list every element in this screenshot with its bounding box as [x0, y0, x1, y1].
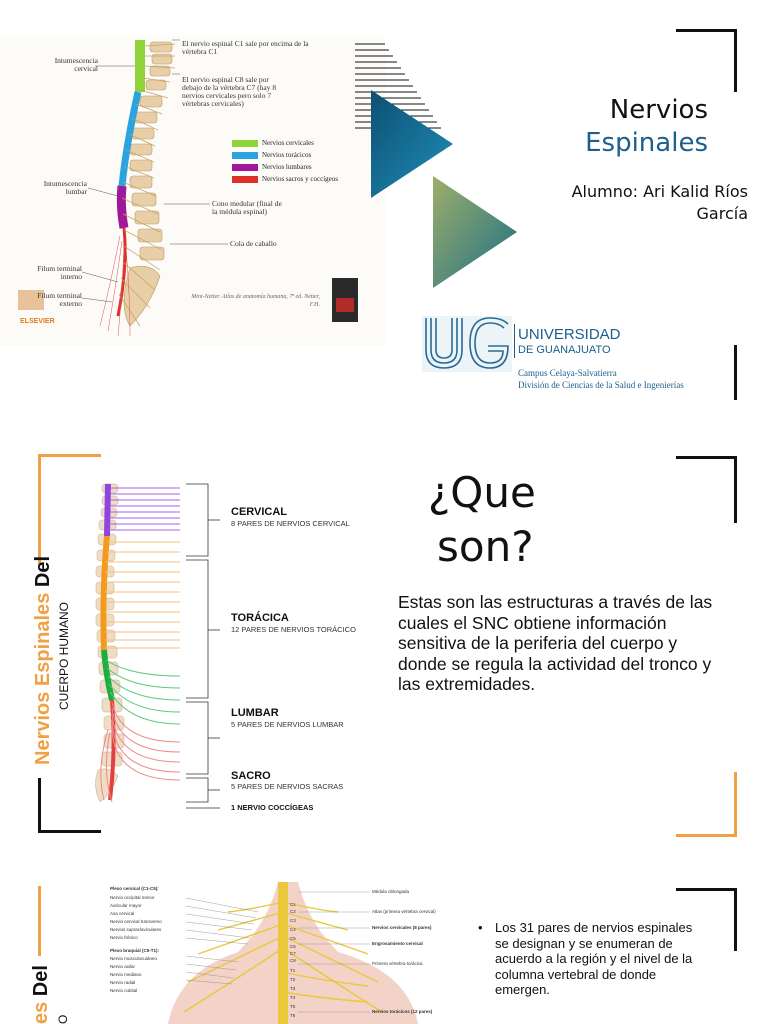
- spine-diagram: [90, 480, 220, 810]
- corner-bracket: [676, 29, 737, 92]
- figure-label: Plexo cervical (C1-C5):: [110, 886, 159, 891]
- vertebra-label: T5: [290, 1004, 296, 1009]
- group-cervical-name: CERVICAL: [231, 506, 288, 518]
- vertebra-label: C4: [290, 927, 296, 932]
- bullet-dot-icon: •: [478, 920, 483, 935]
- campus-name: Campus Celaya-Salvatierra: [518, 368, 617, 378]
- figure-label: Nervio mediano: [110, 972, 142, 977]
- vertebra-label: T3: [290, 986, 296, 991]
- vertical-subtitle: CUERPO HUMANO: [57, 601, 71, 710]
- figure-label: Nervio occipital menor: [110, 895, 155, 900]
- vertebra-label: T6: [290, 1013, 296, 1018]
- label-cervical-enlargement: Intumescencia cervical: [54, 56, 98, 73]
- left-bracket-top: [38, 886, 41, 956]
- group-sacral-sub: 5 PARES DE NERVIOS SACRAS: [231, 782, 344, 791]
- note-c8: El nervio espinal C8 sale por debajo de la vértebra C7 (hay 8 nervios cervicales pero solo 7 vértebras cervicales): [182, 75, 277, 108]
- group-lumbar-sub: 5 PARES DE NERVIOS LUMBAR: [231, 720, 344, 729]
- group-coccyx-name: 1 NERVIO COCCÍGEAS: [231, 803, 314, 812]
- figure-label: Plexo braquial (C5-T1):: [110, 948, 160, 953]
- label-conus: Cono medular (final de la médula espinal): [212, 199, 282, 216]
- bullet-text: Los 31 pares de nervios espinales se designan y se enumeran de acuerdo a la región y el nivel de la columna vertebral de donde emergen.: [495, 920, 693, 997]
- corner-bracket: [676, 888, 737, 951]
- group-sacral-name: SACRO: [231, 770, 271, 782]
- triangle-shape: [433, 176, 517, 288]
- vertebra-label: T4: [290, 995, 296, 1000]
- division-name: División de Ciencias de la Salud e Ingenierías: [518, 380, 684, 390]
- figure-label: Nervio cervical transverso: [110, 919, 162, 924]
- slide-title-line1: Nervios: [609, 95, 708, 125]
- label-filum-external: Filum terminal externo: [37, 291, 82, 308]
- legend-swatch-cervical: [232, 140, 258, 147]
- figure-label: Nervio radial: [110, 980, 136, 985]
- corner-bracket: [676, 772, 737, 837]
- section-body: Estas son las estructuras a través de las cuales el SNC obtiene información sensitiva de la periferia del cuerpo y donde se regula la actividad del tronco y las extremidades.: [398, 592, 713, 694]
- legend-item: Nervios lumbares: [232, 163, 312, 171]
- vertical-title-fragment: es Del: [30, 965, 52, 1024]
- label-lumbar-enlargement: Intumescencia lumbar: [43, 179, 87, 196]
- author-name: Alumno: Ari Kalid Ríos García: [571, 182, 748, 223]
- group-lumbar-name: LUMBAR: [231, 707, 279, 719]
- group-thoracic-name: TORÁCICA: [231, 612, 289, 624]
- figure-label: Atlas (primera vértebra cervical): [372, 909, 436, 914]
- legend-item: Nervios torácicos: [232, 151, 311, 159]
- legend-swatch-lumbar: [232, 164, 258, 171]
- vertical-title: Nervios Espinales Del: [32, 555, 54, 765]
- corner-bracket: [676, 456, 737, 523]
- slide-what-are: [0, 420, 768, 840]
- figure-label: Asa cervical: [110, 911, 135, 916]
- section-heading-line2: son?: [437, 522, 534, 571]
- vertical-subtitle-fragment: O: [56, 1014, 70, 1024]
- group-thoracic-sub: 12 PARES DE NERVIOS TORÁCICO: [231, 625, 356, 634]
- vertebra-label: C6: [290, 944, 296, 949]
- figure-citation: Mini-Netter. Atlas de anatomía humana, 7ª ed. Netter, F.H.: [191, 294, 320, 308]
- figure-label: Primera vértebra torácica: [372, 961, 423, 966]
- university-name-line2: DE GUANAJUATO: [518, 344, 611, 356]
- figure-label: Nervios torácicos (12 pares): [372, 1009, 433, 1014]
- publisher-logo: ELSEVIER: [20, 318, 55, 325]
- bullet-item: [478, 920, 708, 998]
- figure-label: Nervio cubital: [110, 988, 138, 993]
- slide-nerve-pairs: [0, 860, 768, 1024]
- section-heading-line1: ¿Que: [428, 468, 536, 517]
- legend-swatch-thoracic: [232, 152, 258, 159]
- vertebra-label: C1: [290, 902, 296, 907]
- vertebra-label: T1: [290, 968, 296, 973]
- vertebra-label: C2: [290, 909, 296, 914]
- note-c1: El nervio espinal C1 sale por encima de la vértebra C1: [182, 39, 309, 56]
- slide-title: [0, 0, 768, 400]
- vertebra-label: C7: [290, 951, 296, 956]
- figure-label: Nervio axilar: [110, 964, 136, 969]
- figure-label: Nervio musculocutáneo: [110, 956, 158, 961]
- decorative-graphic: [345, 40, 535, 300]
- vertebra-label: C3: [290, 918, 296, 923]
- vertebra-label: T2: [290, 977, 296, 982]
- legend-swatch-sacral: [232, 176, 258, 183]
- university-logo: [422, 316, 732, 396]
- figure-label: Nervio frénico: [110, 935, 138, 940]
- ug-emblem: [422, 316, 512, 372]
- figure-label: Médula oblongada: [372, 889, 410, 894]
- group-cervical-sub: 8 PARES DE NERVIOS CERVICAL: [231, 519, 350, 528]
- legend-item: Nervios sacros y coccígeos: [232, 175, 338, 183]
- label-cauda-equina: Cola de caballo: [230, 239, 277, 248]
- logo-divider: [514, 324, 515, 358]
- vertebra-label: C8: [290, 958, 296, 963]
- university-name-line1: UNIVERSIDAD: [518, 326, 621, 343]
- legend-item: Nervios cervicales: [232, 139, 314, 147]
- figure-label: Engrosamiento cervical: [372, 941, 423, 946]
- figure-label: Nervios supraclaviculares: [110, 927, 162, 932]
- label-filum-internal: Filum terminal interno: [37, 264, 82, 281]
- figure-label: Auricular mayor: [110, 903, 142, 908]
- vertebra-label: C5: [290, 936, 296, 941]
- figure-label: Nervios cervicales (8 pares): [372, 925, 432, 930]
- slide-title-line2: Espinales: [585, 128, 708, 158]
